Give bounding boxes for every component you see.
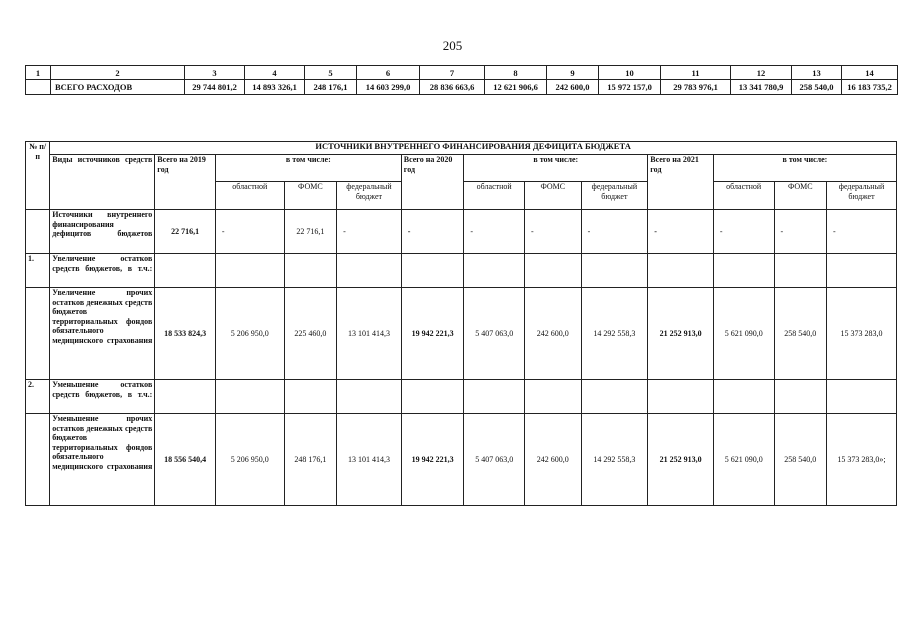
value-cell [525, 254, 582, 288]
column-number-cell: 12 [731, 66, 792, 80]
value-cell [713, 254, 774, 288]
table-row [26, 414, 897, 506]
table-row [26, 254, 897, 288]
col-total-2021-header: Всего на 2021 год [648, 155, 714, 210]
row-number: 1. [26, 254, 50, 288]
value-cell [581, 380, 648, 414]
total-expenses-cell: 242 600,0 [547, 80, 599, 95]
value-cell: 225 460,0 [284, 288, 337, 380]
col-kind-header: Виды источников средств [50, 155, 155, 210]
value-cell: - [337, 210, 402, 254]
total-expenses-cell: 258 540,0 [792, 80, 842, 95]
page-number: 205 [442, 38, 463, 53]
col-total-2019-header: Всего на 2019 год [155, 155, 216, 210]
value-cell [827, 254, 897, 288]
total-expenses-label: ВСЕГО РАСХОДОВ [51, 80, 185, 95]
total-expenses-row [26, 80, 898, 95]
table-row [26, 210, 897, 254]
column-number-cell: 6 [357, 66, 420, 80]
col-foms-2020-header: ФОМС [525, 182, 582, 210]
row-label: Увеличение прочих остатков денежных средств бюджетов территориальных фондов обязательного медицинского страхования [50, 288, 155, 380]
value-cell: 15 373 283,0»; [827, 414, 897, 506]
row-label: Уменьшение прочих остатков денежных средств бюджетов территориальных фондов обязательного медицинского страхования [50, 414, 155, 506]
total-expenses-cell: 248 176,1 [305, 80, 357, 95]
value-cell: 242 600,0 [525, 288, 582, 380]
year-total-cell: - [401, 210, 464, 254]
col-regional-2020-header: областной [464, 182, 525, 210]
value-cell: 14 292 558,3 [581, 414, 648, 506]
total-expenses-cell: 13 341 780,9 [731, 80, 792, 95]
col-foms-2021-header: ФОМС [774, 182, 827, 210]
column-number-cell: 8 [485, 66, 547, 80]
year-total-cell: 18 556 540,4 [155, 414, 216, 506]
col-federal-2021-header: федеральный бюджет [827, 182, 897, 210]
value-cell [827, 380, 897, 414]
total-expenses-cell [26, 80, 51, 95]
column-number-cell: 14 [842, 66, 898, 80]
value-cell: 5 206 950,0 [215, 414, 284, 506]
value-cell [215, 254, 284, 288]
row-label: Увеличение остатков средств бюджетов, в т.ч.: [50, 254, 155, 288]
value-cell [284, 254, 337, 288]
value-cell [581, 254, 648, 288]
year-total-cell [401, 254, 464, 288]
col-foms-2019-header: ФОМС [284, 182, 337, 210]
total-expenses-cell: 29 744 801,2 [185, 80, 245, 95]
value-cell [337, 254, 402, 288]
col-federal-2019-header: федеральный бюджет [337, 182, 402, 210]
value-cell: 5 206 950,0 [215, 288, 284, 380]
value-cell [774, 254, 827, 288]
year-total-cell [648, 380, 714, 414]
value-cell: 5 621 090,0 [713, 414, 774, 506]
column-number-cell: 4 [245, 66, 305, 80]
value-cell [284, 380, 337, 414]
year-total-cell [648, 254, 714, 288]
year-total-cell: 21 252 913,0 [648, 414, 714, 506]
column-number-cell: 11 [661, 66, 731, 80]
column-number-row [26, 66, 898, 80]
total-expenses-cell: 29 783 976,1 [661, 80, 731, 95]
value-cell [525, 380, 582, 414]
year-total-cell: 22 716,1 [155, 210, 216, 254]
value-cell [464, 254, 525, 288]
year-total-cell: 18 533 824,3 [155, 288, 216, 380]
value-cell: 242 600,0 [525, 414, 582, 506]
column-number-cell: 10 [599, 66, 661, 80]
year-total-cell [155, 254, 216, 288]
value-cell: - [525, 210, 582, 254]
financing-rows [26, 210, 897, 506]
column-number-cell: 9 [547, 66, 599, 80]
col-regional-2021-header: областной [713, 182, 774, 210]
value-cell: 258 540,0 [774, 414, 827, 506]
year-total-cell [155, 380, 216, 414]
value-cell [464, 380, 525, 414]
total-expenses-cell: 14 603 299,0 [357, 80, 420, 95]
row-number [26, 288, 50, 380]
column-number-cell: 2 [51, 66, 185, 80]
col-total-2020-header: Всего на 2020 год [401, 155, 464, 210]
total-expenses-cell: 14 893 326,1 [245, 80, 305, 95]
total-expenses-cell: 12 621 906,6 [485, 80, 547, 95]
column-number-cell: 3 [185, 66, 245, 80]
column-number-cell: 7 [420, 66, 485, 80]
row-number: 2. [26, 380, 50, 414]
value-cell: 5 407 063,0 [464, 288, 525, 380]
value-cell: - [827, 210, 897, 254]
column-number-cell: 5 [305, 66, 357, 80]
total-expenses-cell: 15 972 157,0 [599, 80, 661, 95]
year-total-cell [401, 380, 464, 414]
col-federal-2020-header: федеральный бюджет [581, 182, 648, 210]
value-cell: - [713, 210, 774, 254]
value-cell [337, 380, 402, 414]
value-cell: 5 407 063,0 [464, 414, 525, 506]
year-total-cell: - [648, 210, 714, 254]
value-cell: 22 716,1 [284, 210, 337, 254]
row-label: Уменьшение остатков средств бюджетов, в т.ч.: [50, 380, 155, 414]
value-cell: 13 101 414,3 [337, 288, 402, 380]
column-number-cell: 1 [26, 66, 51, 80]
total-expenses-cell: 16 183 735,2 [842, 80, 898, 95]
financing-sources-table [25, 141, 897, 506]
table-row [26, 288, 897, 380]
value-cell: 248 176,1 [284, 414, 337, 506]
total-expenses-cell: 28 836 663,6 [420, 80, 485, 95]
value-cell: 258 540,0 [774, 288, 827, 380]
year-total-cell: 21 252 913,0 [648, 288, 714, 380]
totals-table [25, 65, 898, 95]
value-cell: 15 373 283,0 [827, 288, 897, 380]
value-cell [713, 380, 774, 414]
col-regional-2019-header: областной [215, 182, 284, 210]
value-cell: - [581, 210, 648, 254]
table-row [26, 380, 897, 414]
year-total-cell: 19 942 221,3 [401, 288, 464, 380]
row-number [26, 210, 50, 254]
col-including-2020-header: в том числе: [464, 155, 648, 182]
col-number-header: № п/п [26, 142, 50, 210]
row-label: Источники внутреннего финансирования дефицитов бюджетов [50, 210, 155, 254]
value-cell [215, 380, 284, 414]
value-cell: 5 621 090,0 [713, 288, 774, 380]
value-cell: 14 292 558,3 [581, 288, 648, 380]
value-cell: 13 101 414,3 [337, 414, 402, 506]
column-number-cell: 13 [792, 66, 842, 80]
col-including-2021-header: в том числе: [713, 155, 896, 182]
table-title: ИСТОЧНИКИ ВНУТРЕННЕГО ФИНАНСИРОВАНИЯ ДЕФИЦИТА БЮДЖЕТА [50, 142, 897, 155]
value-cell: - [464, 210, 525, 254]
row-number [26, 414, 50, 506]
value-cell [774, 380, 827, 414]
col-including-2019-header: в том числе: [215, 155, 401, 182]
value-cell: - [215, 210, 284, 254]
value-cell: - [774, 210, 827, 254]
year-total-cell: 19 942 221,3 [401, 414, 464, 506]
